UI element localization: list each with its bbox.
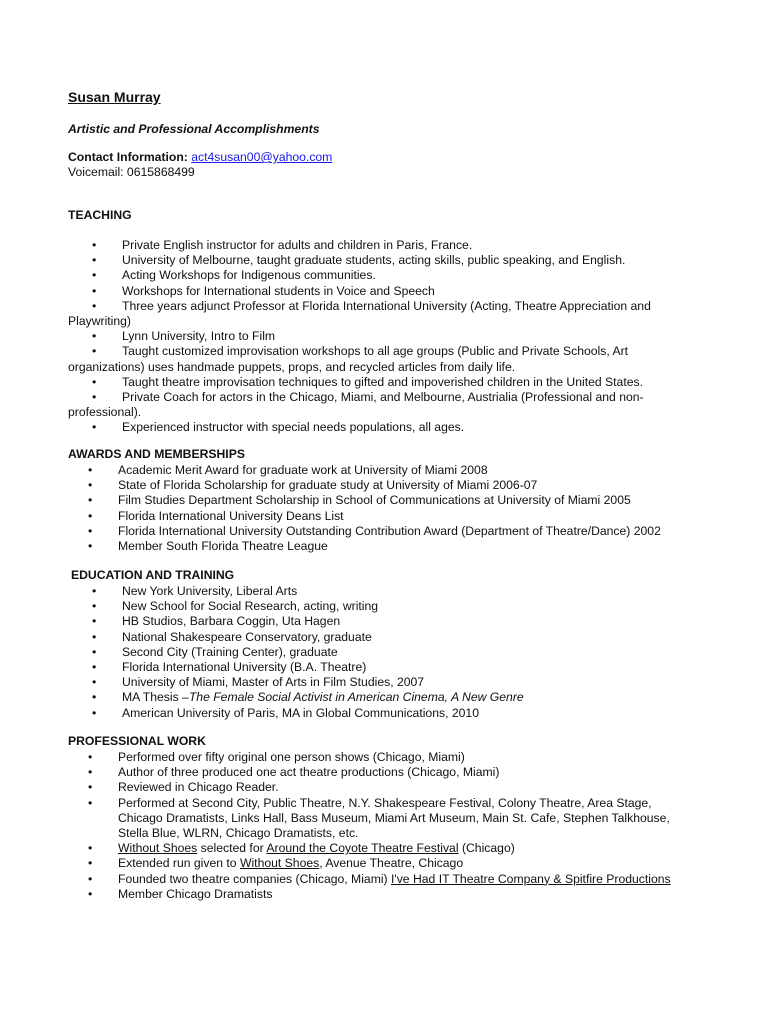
teaching-list [68,238,688,436]
list-item: • Three years adjunct Professor at Florida International University (Acting, Theatre Appreciation and Playwriting) [68,298,651,329]
list-item: • American University of Paris, MA in Global Communications, 2010 [92,705,479,720]
list-item: • Florida International University (B.A. Theatre) [92,660,367,675]
list-item: • Performed at Second City, Public Theatre, N.Y. Shakespeare Festival, Colony Theatre, Area Stage, Chicago Dramatists, Links Hall, Bass Museum, Miami Art Museum, Main St. Cafe, Stephen Talkhouse, Stella Blue, WLRN, Chicago Dramatists, etc. [88,795,670,841]
company-names: I've Had IT Theatre Company & Spitfire Productions [391,871,671,886]
bullet: • [88,750,93,764]
bullet: • [92,238,97,252]
list-item: • Member Chicago Dramatists [88,886,273,901]
bullet: • [88,478,93,493]
bullet: • [92,660,97,675]
bullet: • [92,283,97,298]
list-item: • Florida International University Deans List [88,508,344,523]
bullet: • [88,795,93,810]
list-item: • Extended run given to Without Shoes, Avenue Theatre, Chicago [88,856,464,871]
section-heading-education: EDUCATION AND TRAINING [71,568,235,582]
bullet: • [92,344,97,359]
education-list [68,584,688,721]
list-item: • Film Studies Department Scholarship in School of Communications at University of Miami 2005 [88,493,631,508]
bullet: • [88,871,93,886]
bullet: • [88,463,93,477]
bullet: • [92,298,97,313]
list-item: • Author of three produced one act theatre productions (Chicago, Miami) [88,765,500,780]
bullet: • [88,841,93,856]
list-item: • Private English instructor for adults and children in Paris, France. [68,238,688,253]
bullet: • [92,629,97,644]
voicemail: Voicemail: 0615868499 [68,165,195,180]
bullet: • [88,886,93,901]
bullet: • [92,705,97,720]
bullet: • [88,539,93,554]
bullet: • [92,644,97,659]
list-item: • Taught theatre improvisation techniques to gifted and impoverished children in the United States. [68,375,688,390]
section-heading-teaching: TEACHING [68,208,132,222]
bullet: • [88,856,93,871]
list-item: • Experienced instructor with special needs populations, all ages. [68,420,688,435]
section-heading-awards: AWARDS AND MEMBERSHIPS [68,447,245,461]
list-item: • HB Studios, Barbara Coggin, Uta Hagen [92,614,341,629]
email-link[interactable]: act4susan00@yahoo.com [191,150,333,164]
bullet: • [88,765,93,780]
bullet: • [92,390,97,405]
show-title: Without Shoes [239,856,320,871]
bullet: • [88,508,93,523]
bullet: • [92,329,97,344]
list-item: • Second City (Training Center), graduate [92,644,338,659]
list-item: • New York University, Liberal Arts [92,584,298,598]
list-item: • Without Shoes selected for Around the Coyote Theatre Festival (Chicago) [88,841,515,856]
list-item: • Taught customized improvisation workshops to all age groups (Public and Private Schools, Art organizations) uses handmade puppets, props, and recycled articles from daily life. [68,344,629,374]
page-title: Susan Murray [68,89,161,105]
bullet: • [88,780,93,795]
bullet: • [92,268,97,283]
bullet: • [92,690,97,705]
professional-list [68,750,688,902]
list-item: • Performed over fifty original one person shows (Chicago, Miami) [88,750,465,764]
thesis-title: The Female Social Activist in American Cinema, A New Genre [188,690,524,705]
contact-label: Contact Information: [68,150,188,164]
section-heading-professional: PROFESSIONAL WORK [68,734,206,748]
list-item: • University of Melbourne, taught graduate students, acting skills, public speaking, and English. [68,253,688,268]
list-item: • University of Miami, Master of Arts in Film Studies, 2007 [92,675,425,690]
list-item: • Workshops for International students in Voice and Speech [68,284,688,299]
list-item: • MA Thesis –The Female Social Activist in American Cinema, A New Genre [92,690,524,705]
bullet: • [92,614,97,629]
contact-block [68,150,332,180]
bullet: • [88,493,93,508]
bullet: • [92,584,97,598]
bullet: • [92,675,97,690]
bullet: • [88,523,93,538]
list-item: • Academic Merit Award for graduate work at University of Miami 2008 [88,463,488,477]
list-item: • National Shakespeare Conservatory, graduate [92,629,372,644]
show-title: Without Shoes [118,841,198,856]
list-item: • Founded two theatre companies (Chicago, Miami) I've Had IT Theatre Company & Spitfire Productions [88,871,671,886]
bullet: • [92,374,97,389]
subtitle: Artistic and Professional Accomplishments [68,122,320,136]
list-item: • Reviewed in Chicago Reader. [88,780,279,795]
list-item: • New School for Social Research, acting, writing [92,599,379,614]
list-item: • Member South Florida Theatre League [88,539,328,554]
bullet: • [92,253,97,268]
bullet: • [92,599,97,614]
list-item: • Florida International University Outstanding Contribution Award (Department of Theatre/Dance) 2002 [88,523,661,538]
bullet: • [92,420,97,435]
list-item: • Lynn University, Intro to Film [68,329,688,344]
festival-name: Around the Coyote Theatre Festival [266,841,459,856]
list-item: • State of Florida Scholarship for graduate study at University of Miami 2006-07 [88,478,538,493]
awards-list [68,463,688,554]
list-item: • Acting Workshops for Indigenous communities. [68,268,688,283]
list-item: • Private Coach for actors in the Chicago, Miami, and Melbourne, Austrialia (Professional and non-professional). [68,390,644,420]
